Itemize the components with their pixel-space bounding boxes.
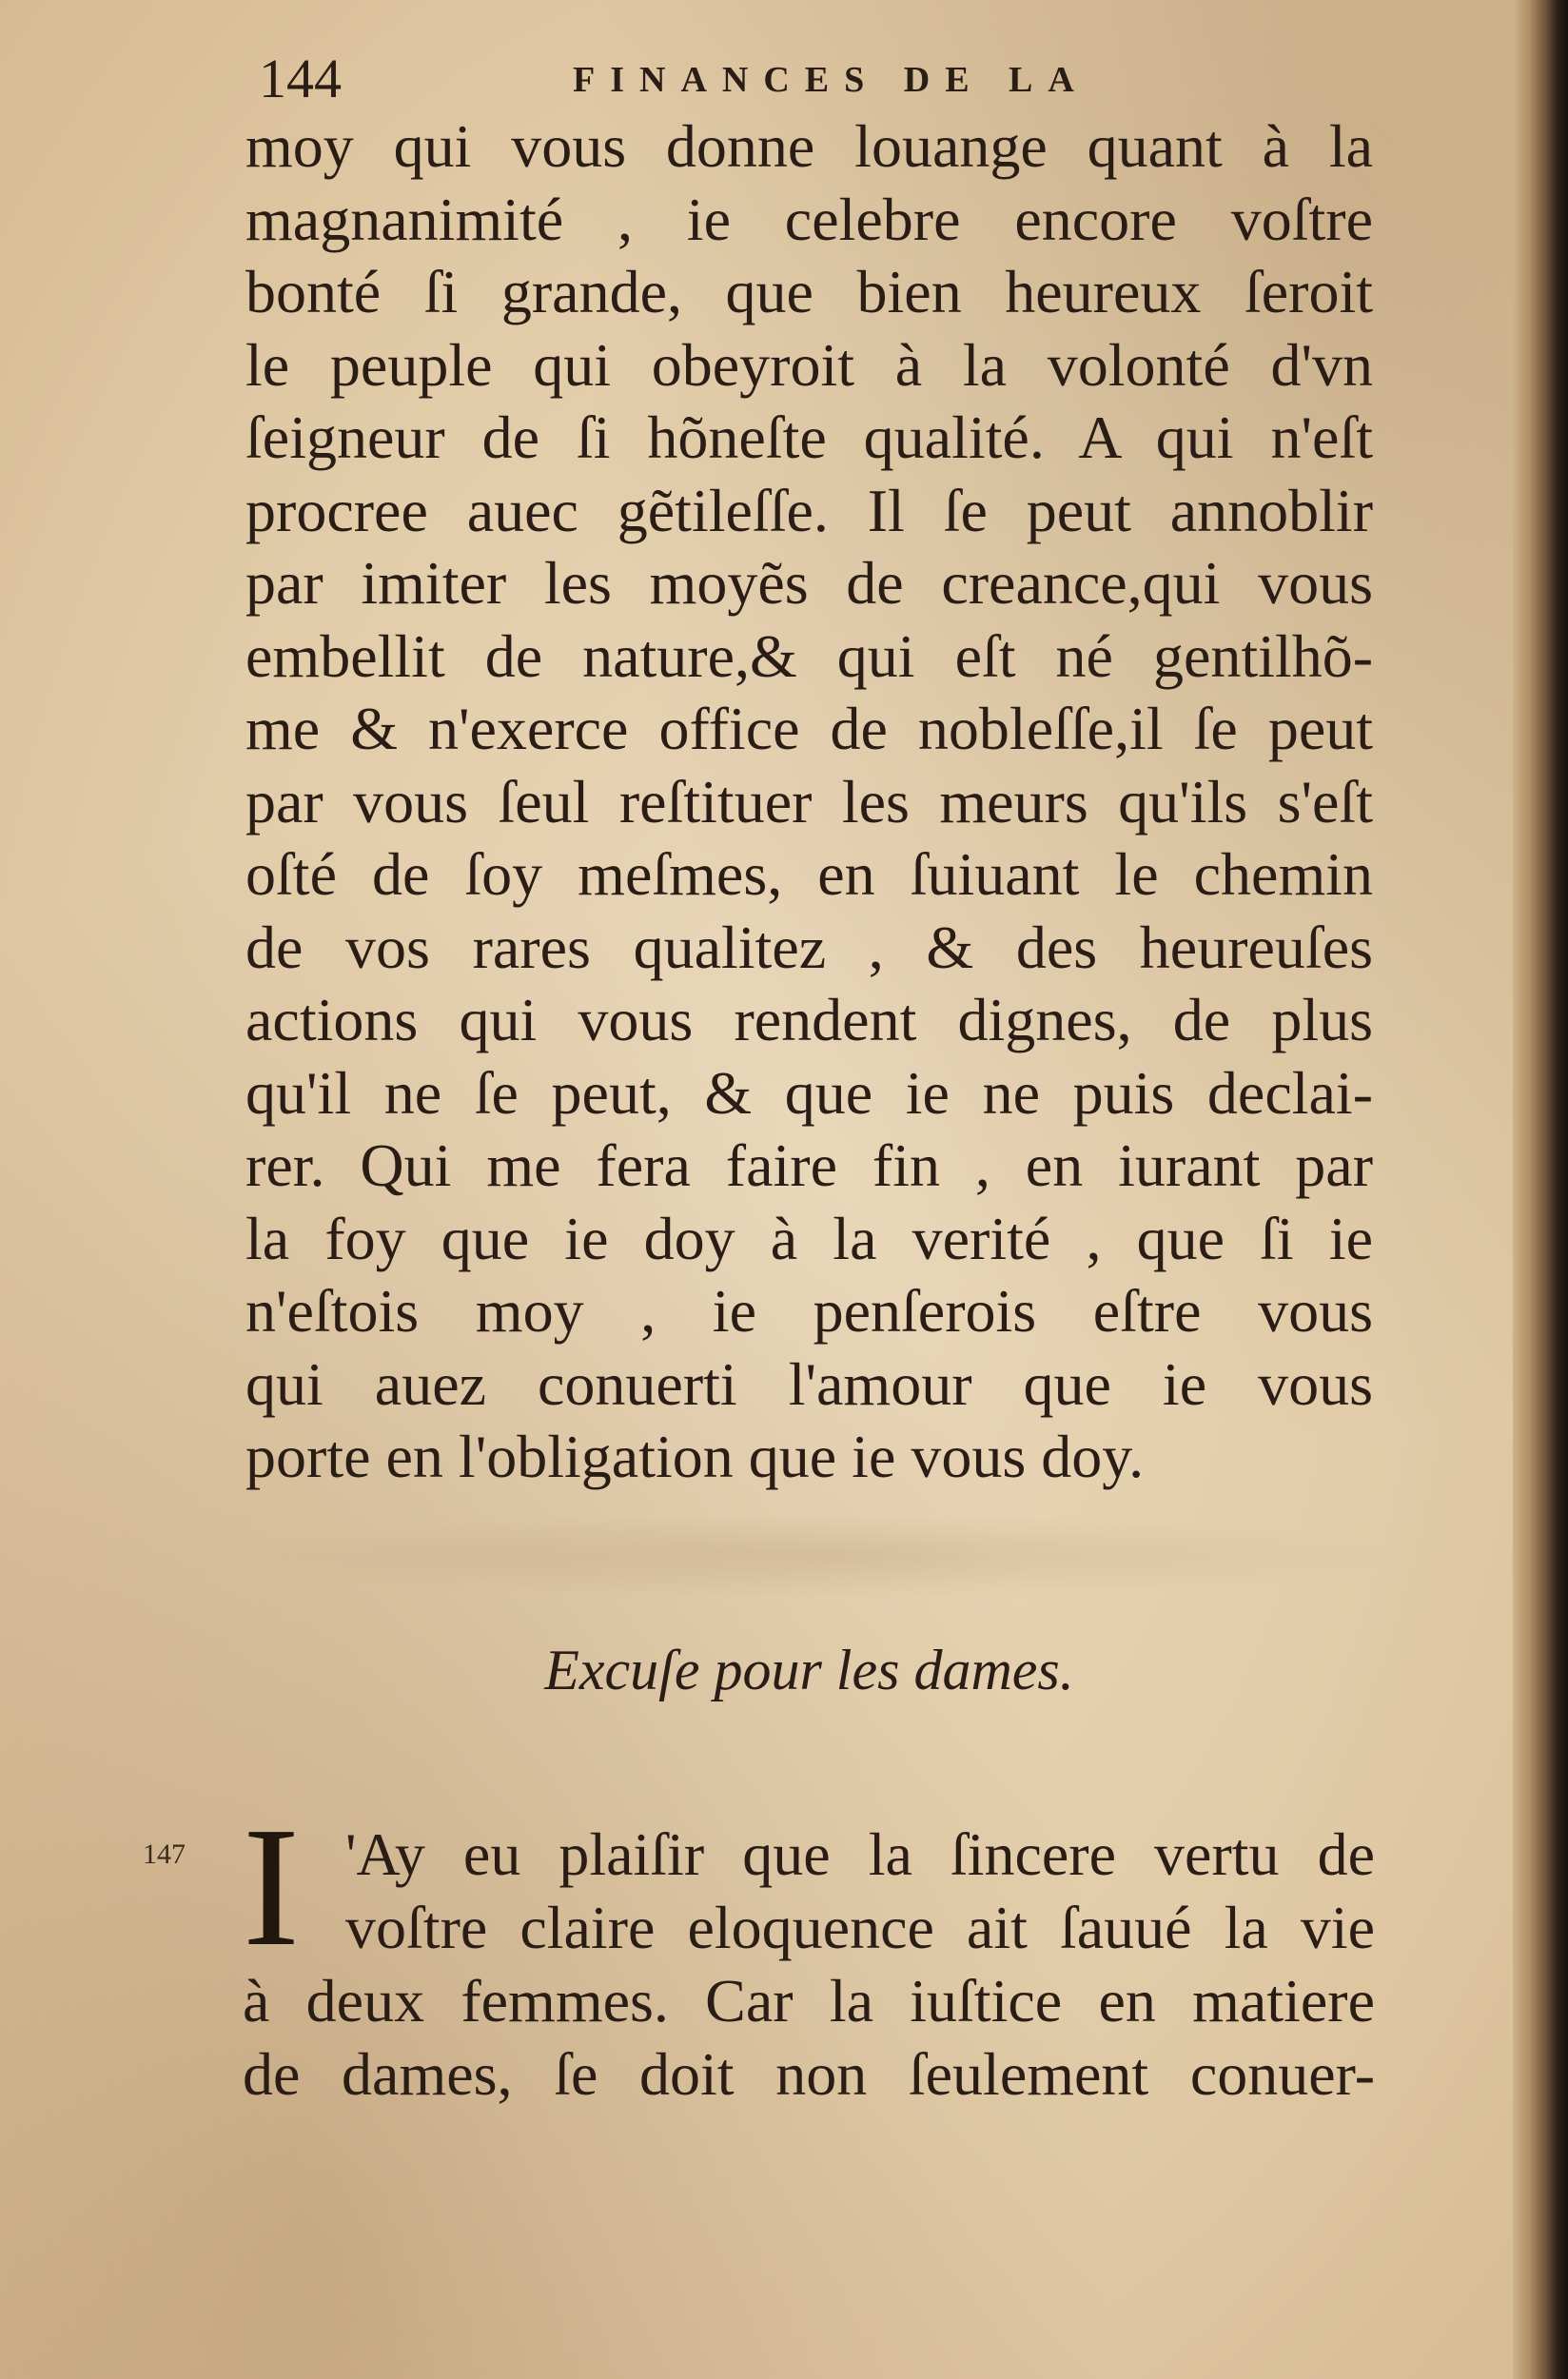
text-line: bonté ſi grande, que bien heureux ſeroit	[245, 258, 1373, 325]
text-line: ſeigneur de ſi hõneſte qualité. A qui n'eſt	[245, 403, 1373, 471]
text-line: de dames, ſe doit non ſeulement conuer-	[243, 2040, 1375, 2108]
text-line: qui auez conuerti l'amour que ie vous	[245, 1349, 1373, 1418]
text-line: par vous ſeul reſtituer les meurs qu'ils s'eſt	[245, 767, 1373, 836]
drop-cap: I	[243, 1792, 300, 1981]
text-line: porte en l'obligation que ie vous doy.	[245, 1423, 1145, 1490]
text-line: moy qui vous donne louange quant à la	[245, 112, 1373, 180]
margin-number: 147	[143, 1838, 186, 1870]
text-line: qu'il ne ſe peut, & que ie ne puis declai-	[245, 1058, 1373, 1127]
text-line: de vos rares qualitez , & des heureuſes	[245, 913, 1373, 981]
text-line: embellit de nature,& qui eſt né gentilhõ-	[245, 621, 1373, 690]
section-heading: Excuſe pour les dames.	[544, 1639, 1074, 1701]
page-number: 144	[259, 48, 342, 109]
text-line: à deux femmes. Car la iuſtice en matiere	[243, 1967, 1375, 2035]
text-line: procree auec gẽtileſſe. Il ſe peut annoblir	[245, 476, 1373, 544]
text-line: rer. Qui me fera faire fin , en iurant par	[245, 1131, 1373, 1199]
text-line: 'Ay eu plaiſir que la ſincere vertu de	[345, 1820, 1375, 1888]
text-line: la foy que ie doy à la verité , que ſi ie	[245, 1204, 1373, 1272]
text-line: le peuple qui obeyroit à la volonté d'vn	[245, 330, 1373, 399]
text-line: me & n'exerce office de nobleſſe,il ſe peut	[245, 695, 1373, 762]
text-line: voſtre claire eloquence ait ſauué la vie	[345, 1894, 1375, 1961]
text-line: actions qui vous rendent dignes, de plus	[245, 986, 1373, 1053]
text-line: magnanimité , ie celebre encore voſtre	[245, 185, 1373, 253]
main-text-block	[245, 110, 1373, 1494]
running-title: FINANCES DE LA	[573, 60, 1089, 100]
page-gutter	[1513, 0, 1568, 2379]
section-text-block	[243, 1792, 1375, 2111]
text-line: oſté de ſoy meſmes, en ſuiuant le chemin	[245, 840, 1373, 908]
text-line: n'eſtois moy , ie penſerois eſtre vous	[245, 1277, 1373, 1345]
running-head	[259, 46, 1172, 112]
text-line: par imiter les moyẽs de creance,qui vous	[245, 549, 1373, 617]
paper-stain	[219, 1513, 1408, 1599]
